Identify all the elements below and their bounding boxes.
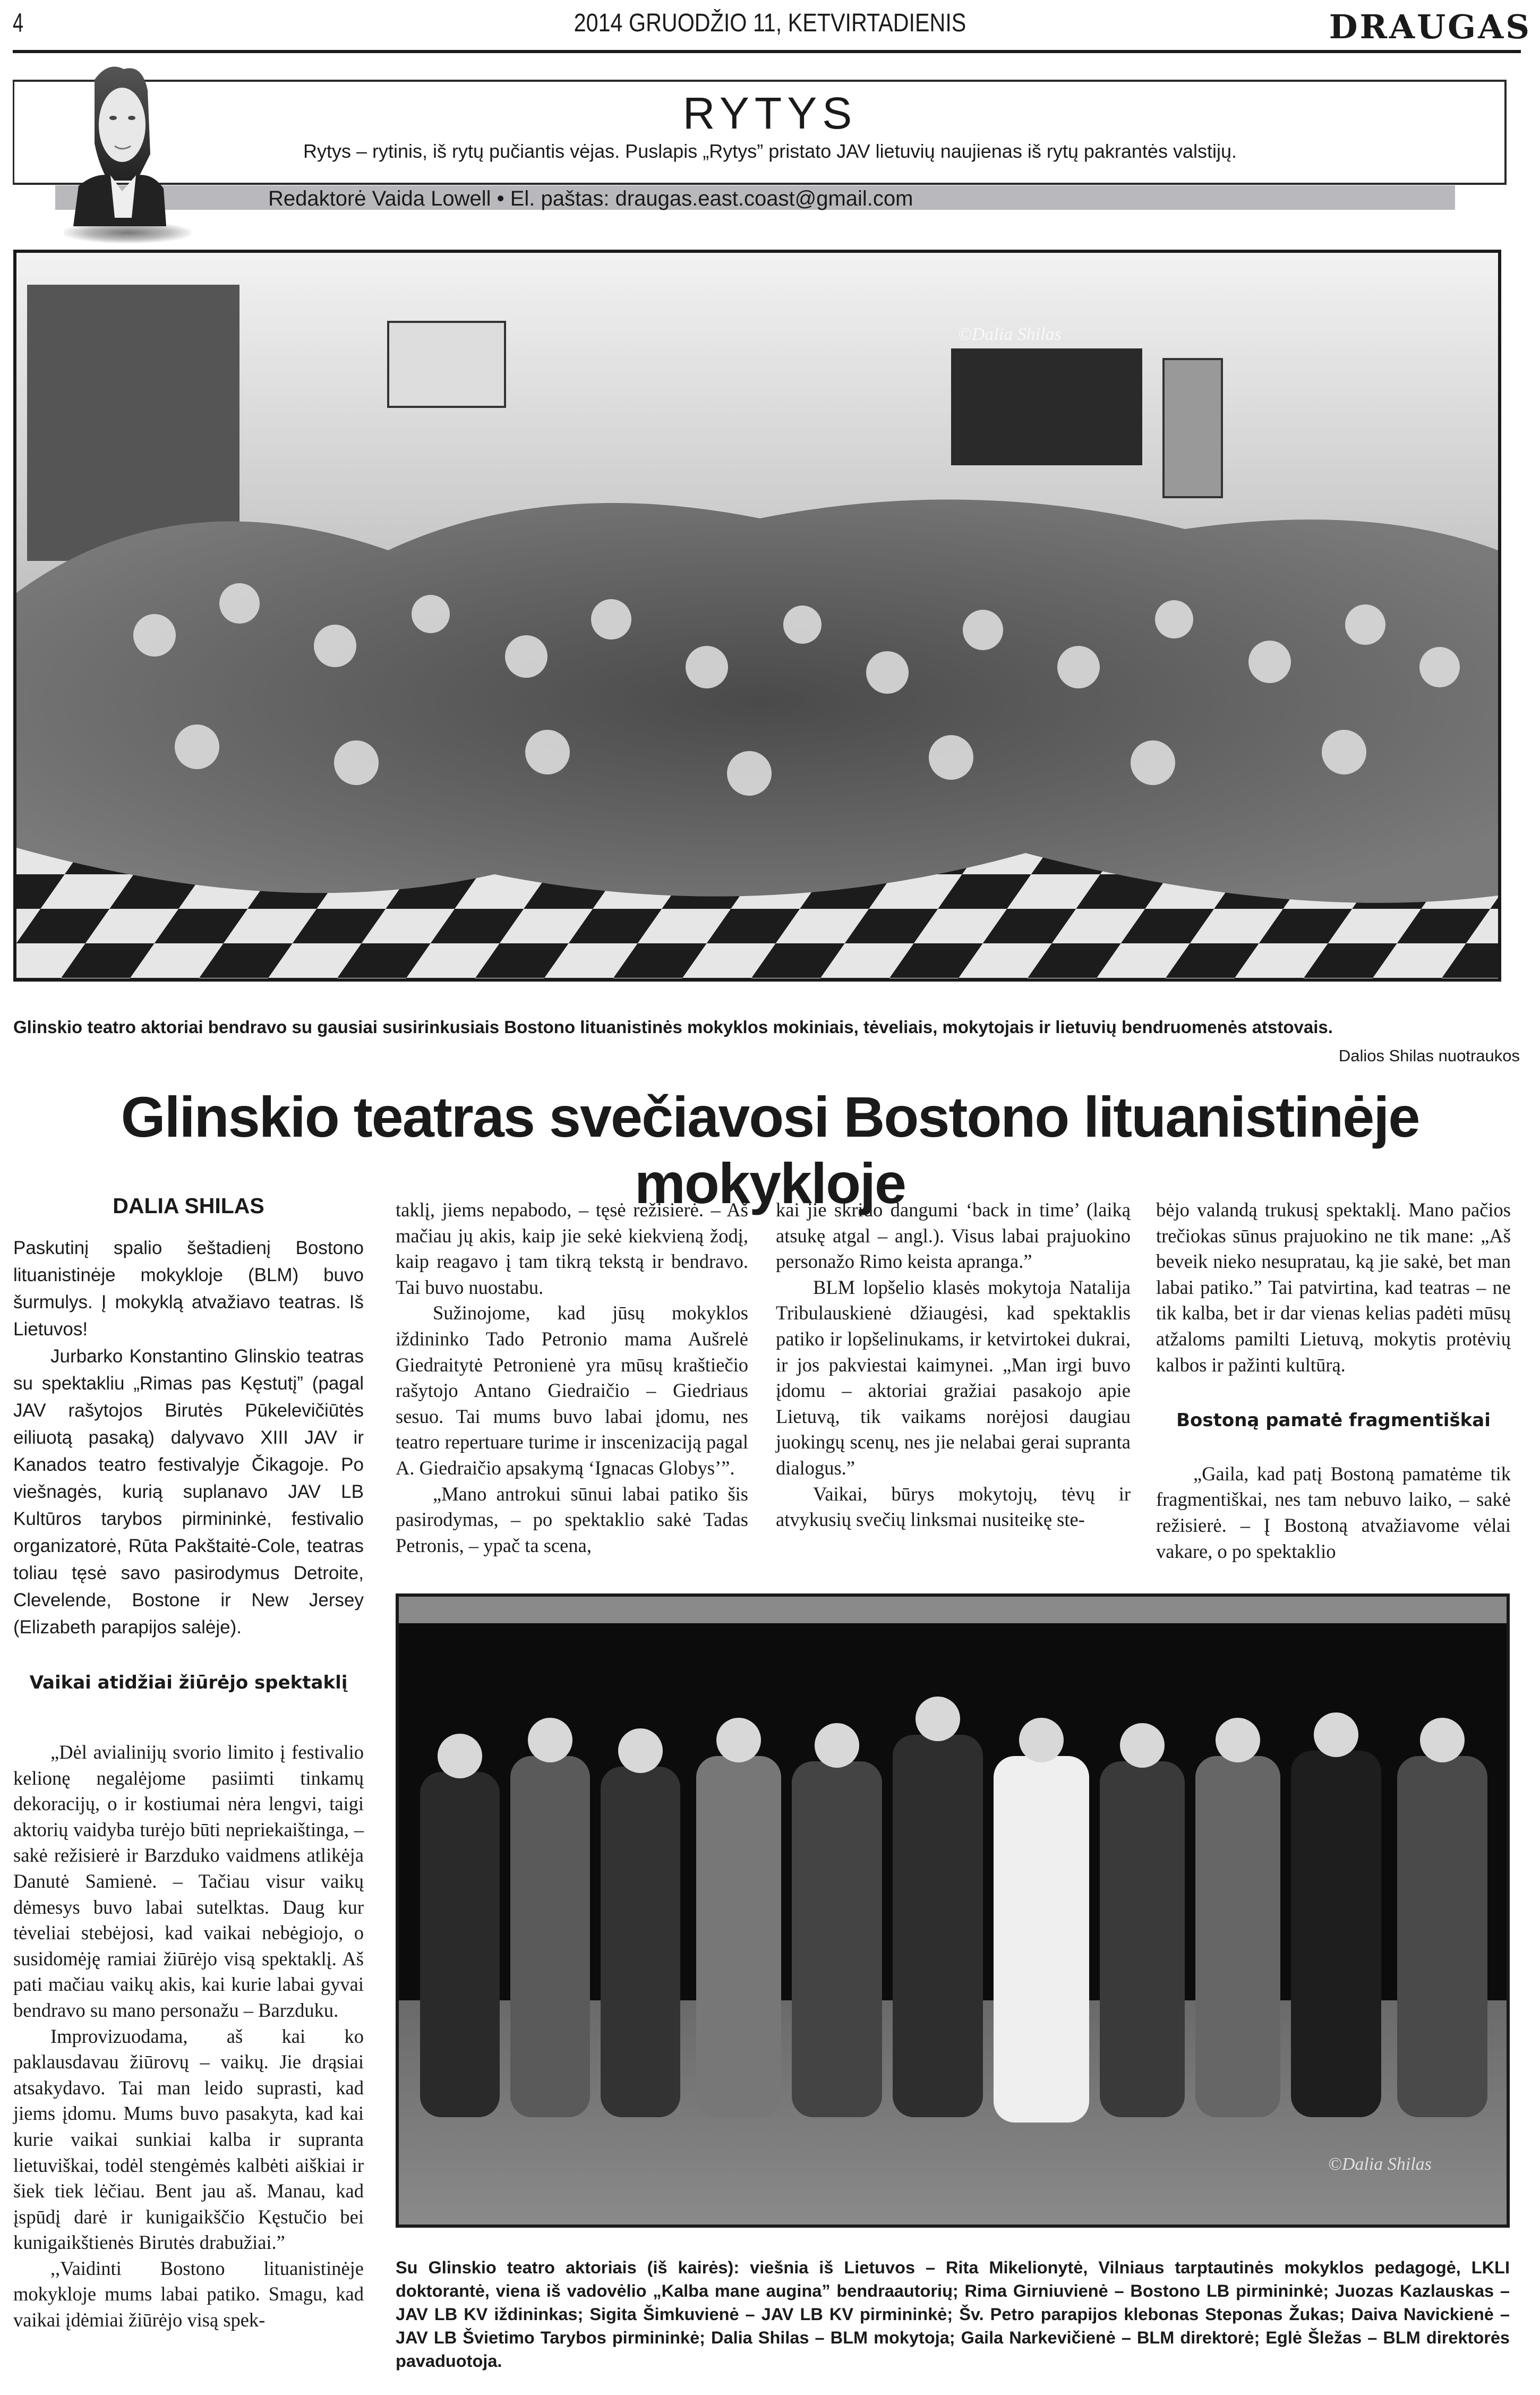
photo-credit: Dalios Shilas nuotraukos [1338,1046,1520,1065]
article-column-4 [1156,1197,1511,1564]
article-byline: DALIA SHILAS [113,1194,264,1218]
photo-watermark: ©Dalia Shilas [1328,2154,1432,2174]
article-column-1 [13,1190,364,1723]
subheading: Vaikai atidžiai žiūrėjo spektaklį [29,1672,348,1693]
body-paragraph: Sužinojome, kad jūsų mokyklos iždininko Tado Petronio mama Aušrelė Giedraitytė Petronienė yra mūsų kraštiečio rašytojo Antano Giedraičio – Giedriaus sesuo. Tai mums buvo labai įdomu, nes teatro repertuare turime ir inscenizaciją pagal A. Giedraičio apsakymą ‘Ignacas Globys’”. [396,1302,748,1479]
body-paragraph: „Dėl avialinijų svorio limito į festivalio kelionę negalėjome pasiimti tinkamų dekoracijų, o ir kostiumai nėra lengvi, taigi aktorių vaidyba turėjo būti nepriekaištinga, – sakė režisierė ir Barzduko vaidmens atlikėja Danutė Samienė. – Tačiau visur vaikų dėmesys buvo labai sutelktas. Daug kur tėveliai stebėjosi, kad vaikai nebėgiojo, o susidomėję ramiai žiūrėjo visą spektaklį. Aš pati mačiau vaikų akis, kai kurie labai gyvai bendravo su mano personažu – Barzduku. [13,1741,364,2021]
body-paragraph: bėjo valandą trukusį spektaklį. Mano pačios trečiokas sūnus prajuokino ne tik mane: „Aš beveik nieko nesupratau, ką jie sakė, bet man labai patiko.” Tai patvirtina, kad teatras – ne tik kalba, bet ir dar vienas kelias padėti mūsų atžaloms pamilti Lietuvą, mokytis protėvių kalbos ir pažinti kultūrą. [1156,1199,1511,1376]
article-headline: Glinskio teatras svečiavosi Bostono lituanistinėje mokykloje [121,1085,1419,1215]
date-line: 2014 GRUODŽIO 11, KETVIRTADIENIS [574,9,966,37]
top-rule-divider [13,50,1521,53]
lead-paragraph: Paskutinį spalio šeštadienį Bostono lituanistinėje mokykloje (BLM) buvo šurmulys. Į mokyklą atvažiavo teatras. Iš Lietuvos! [13,1238,364,1340]
body-paragraph: Improvizuodama, aš kai ko paklausdavau žiūrovų – vaikų. Jie drąsiai atsakydavo. Tai man leido suprasti, kad jiems įdomu. Mums buvo pasakyta, kad kai kurie vaikai sunkiai kalba ir supranta lietuviškai, todėl stengėmės kalbėti aiškiai ir šiek tiek lėčiau. Bent jau aš. Manau, kad įspūdį darė ir kunigaikščio Kęstučio bei kunigaikštienės Birutės drabužiai.” [13,2025,364,2254]
editor-portrait [57,58,190,226]
lead-paragraph: Jurbarko Konstantino Glinskio teatras su spektakliu „Rimas pas Kęstutį” (pagal JAV rašytojos Birutės Pūkelevičiūtės eiliuotą pasaką) dalyvavo XIII JAV ir Kanados teatro festivalyje Čikagoje. Po viešnagės, kurią suplanavo JAV LB Kultūros tarybos pirmininkė, festivalio organizatorė, Rūta Pakštaitė-Cole, teatras toliau tęsė savo pasirodymus Detroite, Clevelende, Bostone ir New Jersey (Elizabeth parapijos salėje). [13,1346,364,1638]
body-paragraph: „Gaila, kad patį Bostoną pamatėme tik fragmentiškai, nes tam nebuvo laiko, – sakė režisierė. – Į Bostoną atvažiavome vėlai vakare, o po spektaklio [1156,1462,1511,1562]
body-paragraph: kai jie skrido dangumi ‘back in time’ (laiką atsukę atgal – angl.). Visus labai prajuokino personažo Rimo keista apranga.” [776,1199,1131,1273]
body-paragraph: taklį, jiems nepabodo, – tęsė režisierė. – Aš mačiau jų akis, kaip jie sekė kiekvieną žodį, kaip reagavo į tam tikrą tekstą ir bendravo. Tai buvo nuostabu. [396,1199,748,1298]
editor-contact-line: Redaktorė Vaida Lowell • El. paštas: draugas.east.coast@gmail.com [268,187,913,210]
page-number: 4 [13,8,24,38]
photo-watermark: ©Dalia Shilas [958,325,1062,344]
group-photo-hall [13,250,1501,982]
body-paragraph: ,,Vaidinti Bostono lituanistinėje mokykloje mums labai patiko. Smagu, kad vaikai įdėmiai žiūrėjo visą spek- [13,2257,364,2331]
article-column-1-continued [13,1740,364,2333]
body-paragraph: „Mano antrokui sūnui labai patiko šis pasirodymas, – po spektaklio sakė Tadas Petronis, – ypač ta scena, [396,1482,748,1556]
photo-caption: Glinskio teatro aktoriai bendravo su gausiai susirinkusiais Bostono lituanistinės mokyklos mokiniais, tėveliais, mokytojais ir lietuvių bendruomenės atstovais. [13,1017,1333,1037]
body-paragraph: BLM lopšelio klasės mokytoja Natalija Tribulauskienė džiaugėsi, kad spektaklis patiko ir lopšelinukams, ir ketvirtokei dukrai, ir jos pakviestai kaimynei. „Man irgi buvo įdomu – aktoriai gražiai pasakojo apie Lietuvą, tik vaikams norėjosi daugiau juokingų scenų, nes jie nelabai gerai supranta dialogus.” [776,1276,1131,1479]
subheading: Bostoną pamatė fragmentiškai [1176,1410,1491,1431]
section-description: Rytys – rytinis, iš rytų pučiantis vėjas. Puslapis „Rytys” pristato JAV lietuvių naujienas iš rytų pakrantės valstijų. [303,140,1237,162]
article-column-3 [776,1197,1131,1533]
group-photo-actors [396,1593,1510,2228]
photo-caption: Su Glinskio teatro aktoriais (iš kairės): viešnia iš Lietuvos – Rita Mikelionytė, Vilniaus tarptautinės mokyklos pedagogė, LKLI doktorantė, viena iš vadovėlio „Kalba mane augina” bendraautorių; Rima Girniuvienė – Bostono LB pirmininkė; Juozas Kazlauskas – JAV LB KV iždininkas; Sigita Šimkuvienė – JAV LB KV pirmininkė; Šv. Petro parapijos klebonas Steponas Žukas; Daiva Navickienė – JAV LB Švietimo Tarybos pirmininkė; Dalia Shilas – BLM mokytoja; Gaila Narkevičienė – BLM direktorė; Eglė Šležas – BLM direktorės pavaduotoja. [396,2258,1510,2371]
body-paragraph: Vaikai, būrys mokytojų, tėvų ir atvykusių svečių linksmai nusiteikę ste- [776,1482,1131,1531]
section-title: RYTYS [682,88,858,138]
article-column-2 [396,1197,748,1558]
newspaper-brand: DRAUGAS [1329,7,1532,46]
